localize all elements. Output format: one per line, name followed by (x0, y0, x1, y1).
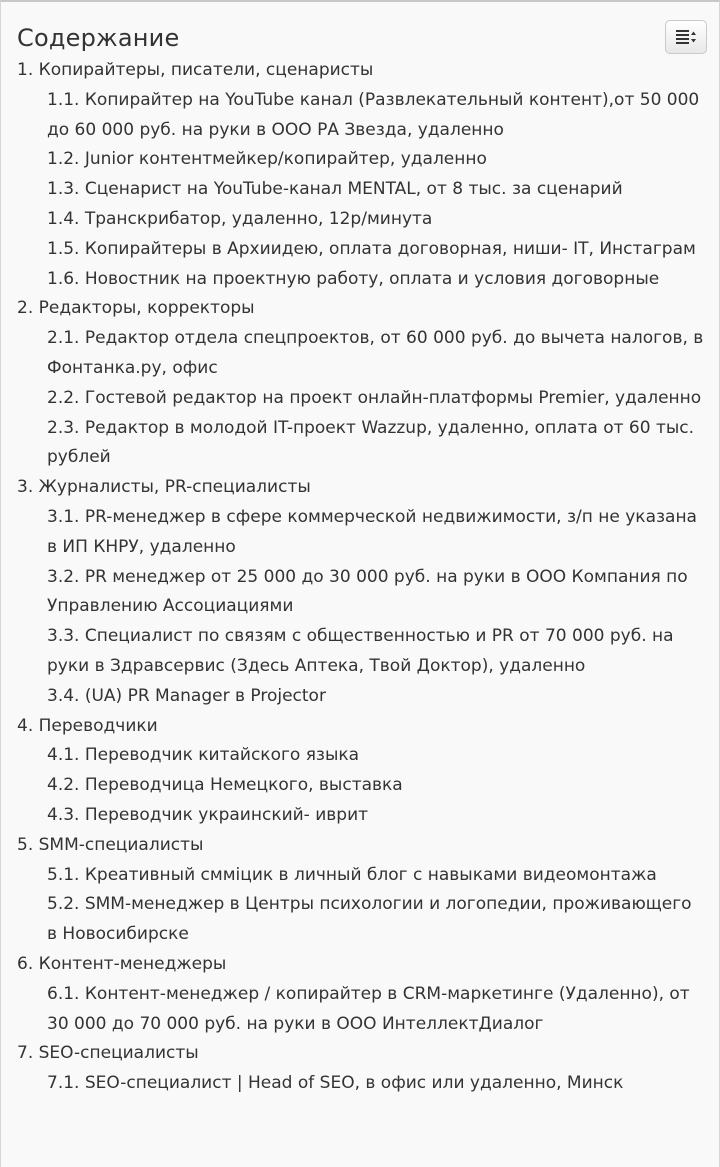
toc-section-item (17, 56, 705, 86)
toc-subsection-item (17, 86, 705, 146)
toc-title: Содержание (17, 24, 180, 52)
toc-subsection-item (17, 324, 705, 384)
toc-subsection-item (17, 980, 705, 1040)
toc-subsection-item (17, 861, 705, 891)
toc-link[interactable]: 7. SEO-специалисты (17, 1043, 199, 1064)
toc-subsection-item (17, 1069, 705, 1099)
toc-link[interactable]: 1.5. Копирайтеры в Архиидею, оплата договорная, ниши- IT, Инстаграм (47, 238, 696, 259)
toc-subsection-item (17, 741, 705, 771)
toc-subsection-item (17, 205, 705, 235)
toc-link[interactable]: 2.1. Редактор отдела спецпроектов, от 60 000 руб. до вычета налогов, в Фонтанка.ру, офис (47, 328, 704, 378)
toc-link[interactable]: 1.1. Копирайтер на YouTube канал (Развлекательный контент),от 50 000 до 60 000 руб. на руки в ООО РА Звезда, удаленно (47, 89, 700, 140)
toc-subsection-item (17, 235, 705, 265)
toc-section-item (17, 294, 705, 324)
list-toggle-icon (675, 29, 697, 45)
toc-link[interactable]: 1.2. Junior контентмейкер/копирайтер, удаленно (47, 149, 487, 170)
toc-link[interactable]: 5. SMM-специалисты (17, 834, 204, 855)
toc-subsection-item (17, 265, 705, 295)
toc-section-item (17, 950, 705, 980)
toc-link[interactable]: 1. Копирайтеры, писатели, сценаристы (17, 60, 374, 80)
toc-section-item (17, 473, 705, 503)
toc-link[interactable]: 3.3. Специалист по связям с общественностью и PR от 70 000 руб. на руки в Здравсервис (Здесь Аптека, Твой Доктор), удаленно (47, 626, 674, 676)
toc-subsection-item (17, 622, 705, 682)
toc-toggle-button[interactable] (665, 20, 707, 54)
toc-link[interactable]: 4.2. Переводчица Немецкого, выставка (47, 775, 403, 796)
toc-link[interactable]: 3.1. PR-менеджер в сфере коммерческой недвижимости, з/п не указана в ИП КНРУ, удаленно (47, 506, 697, 557)
toc-link[interactable]: 2. Редакторы, корректоры (17, 298, 255, 319)
toc-link[interactable]: 2.2. Гостевой редактор на проект онлайн-платформы Premier, удаленно (47, 387, 702, 408)
toc-link[interactable]: 4.1. Переводчик китайского языка (47, 745, 360, 766)
toc-link[interactable]: 1.3. Сценарист на YouTube-канал MENTAL, от 8 тыс. за сценарий (47, 179, 623, 200)
toc-link[interactable]: 5.1. Креативный смміцик в личный блог с навыками видеомонтажа (47, 864, 657, 885)
toc-subsection-item (17, 771, 705, 801)
toc-link[interactable]: 3. Журналисты, PR-специалисты (17, 477, 311, 498)
toc-subsection-item (17, 563, 705, 623)
toc-subsection-item (17, 503, 705, 563)
toc-link[interactable]: 6.1. Контент-менеджер / копирайтер в CRM-маркетинге (Удаленно), от 30 000 до 70 000 руб. на руки в ООО ИнтеллектДиалог (47, 983, 690, 1034)
toc-link[interactable]: 1.6. Новостник на проектную работу, оплата и условия договорные (47, 268, 660, 289)
toc-subsection-item (17, 384, 705, 414)
toc-link[interactable]: 4. Переводчики (17, 715, 158, 736)
toc-subsection-item (17, 145, 705, 175)
toc-link[interactable]: 6. Контент-менеджеры (17, 953, 227, 974)
toc-link[interactable]: 2.3. Редактор в молодой IT-проект Wazzup, удаленно, оплата от 60 тыс. рублей (47, 417, 695, 468)
toc-subsection-item (17, 175, 705, 205)
toc-subsection-item (17, 801, 705, 831)
toc-section-item (17, 712, 705, 742)
toc-subsection-item (17, 414, 705, 474)
toc-subsection-item (17, 682, 705, 712)
toc-link[interactable]: 7.1. SEO-специалист | Head of SEO, в офис или удаленно, Минск (47, 1073, 624, 1094)
toc-section-item (17, 1039, 705, 1069)
toc-link[interactable]: 4.3. Переводчик украинский- иврит (47, 804, 369, 825)
toc-link[interactable]: 3.2. PR менеджер от 25 000 до 30 000 руб. на руки в ООО Компания по Управлению Ассоциациями (47, 566, 688, 617)
toc-link[interactable]: 5.2. SMM-менеджер в Центры психологии и логопедии, проживающего в Новосибирске (47, 894, 692, 945)
toc-subsection-item (17, 890, 705, 950)
toc-link[interactable]: 1.4. Транскрибатор, удаленно, 12р/минута (47, 208, 433, 229)
toc-section-item (17, 831, 705, 861)
toc-link[interactable]: 3.4. (UA) PR Manager в Projector (47, 685, 326, 706)
toc-list (17, 56, 705, 1099)
